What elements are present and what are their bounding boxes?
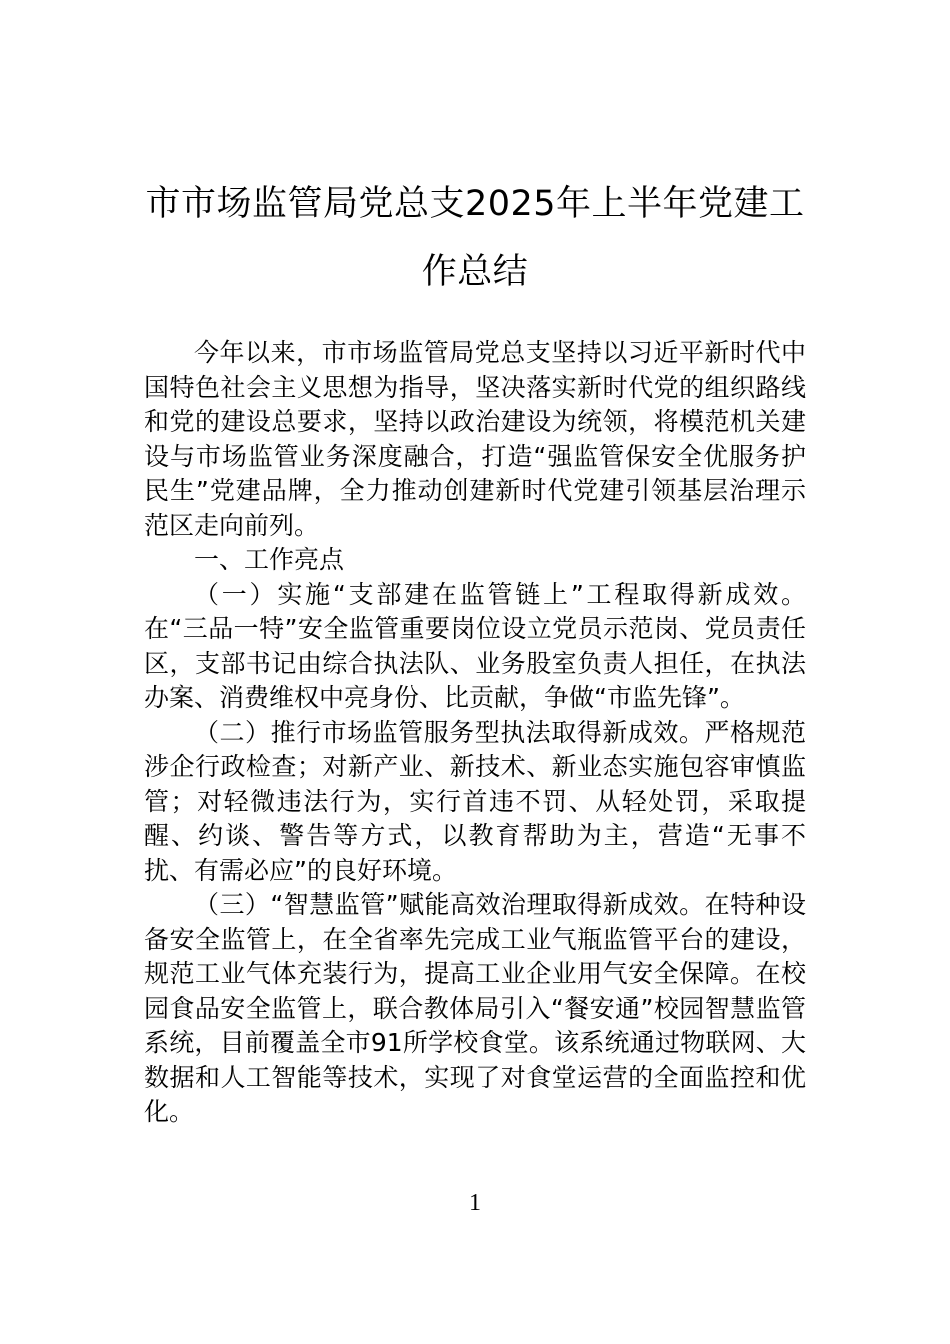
intro-paragraph: 今年以来，市市场监管局党总支坚持以习近平新时代中国特色社会主义思想为指导，坚决落实新时代党的组织路线和党的建设总要求，坚持以政治建设为统领，将模范机关建设与市场监管业务深度融合，打造“强监管保安全优服务护民生”党建品牌，全力推动创建新时代党建引领基层治理示范区走向前列。 (144, 338, 806, 540)
highlight-paragraph-3: （三）“智慧监管”赋能高效治理取得新成效。在特种设备安全监管上，在全省率先完成工业气瓶监管平台的建设，规范工业气体充装行为，提高工业企业用气安全保障。在校园食品安全监管上，联合教体局引入“餐安通”校园智慧监管系统，目前覆盖全市91所学校食堂。该系统通过物联网、大数据和人工智能等技术，实现了对食堂运营的全面监控和优化。 (144, 890, 806, 1126)
title-line-2: 作总结 (421, 252, 529, 292)
document-title (120, 170, 830, 306)
title-line-1: 市市场监管局党总支2025年上半年党建工 (145, 184, 805, 224)
highlight-paragraph-1: （一）实施“支部建在监管链上”工程取得新成效。在“三品一特”安全监管重要岗位设立党员示范岗、党员责任区，支部书记由综合执法队、业务股室负责人担任，在执法办案、消费维权中亮身份、比贡献，争做“市监先锋”。 (144, 579, 806, 712)
page-number: 1 (469, 1190, 481, 1216)
highlight-paragraph-2: （二）推行市场监管服务型执法取得新成效。严格规范涉企行政检查；对新产业、新技术、新业态实施包容审慎监管；对轻微违法行为，实行首违不罚、从轻处罚，采取提醒、约谈、警告等方式，以教育帮助为主，营造“无事不扰、有需必应”的良好环境。 (144, 717, 806, 885)
section-heading-highlights: 一、工作亮点 (194, 545, 345, 574)
document-body (144, 336, 806, 1130)
